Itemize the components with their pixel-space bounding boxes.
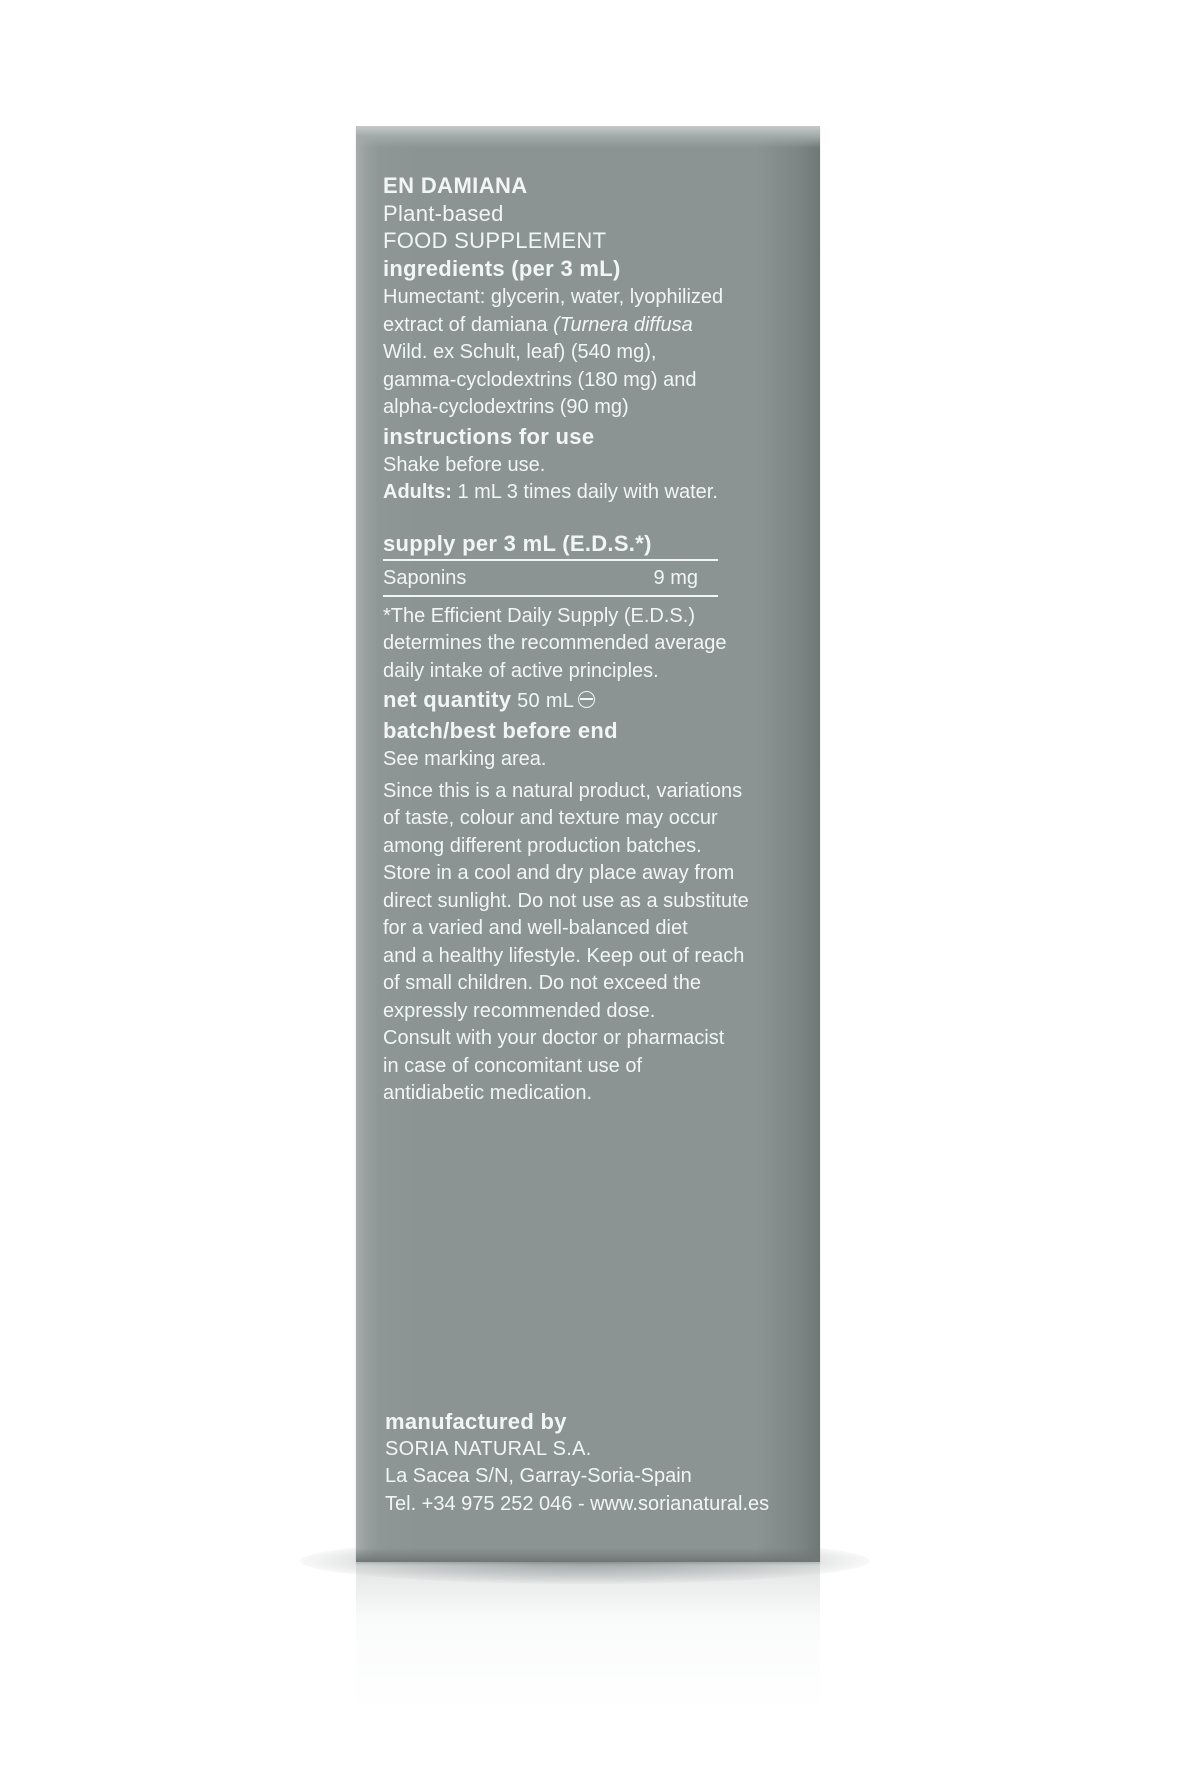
estimated-e-mark-icon [578,691,595,708]
latin-name: (Turnera diffusa [553,313,693,336]
manufacturer-heading: manufactured by [385,1409,567,1434]
footnote-line: *The Efficient Daily Supply (E.D.S.) [383,604,695,627]
batch-heading: batch/best before end [383,718,618,743]
notice-line: Consult with your doctor or pharmacist [383,1027,725,1049]
label-text-block [383,172,803,1108]
notice-text [383,778,803,1108]
ingredients-line-prefix: extract of damiana [383,313,554,336]
instructions-line: Shake before use. [383,453,546,476]
manufacturer-block [385,1408,805,1518]
notice-line: Since this is a natural product, variations [383,779,743,802]
product-title: EN DAMIANA [383,173,528,198]
ingredients-line: Humectant: glycerin, water, lyophilized [383,286,724,308]
notice-line: of taste, colour and texture may occur [383,807,718,829]
supply-footnote [383,603,803,686]
adults-dose: 1 mL 3 times daily with water. [451,481,718,503]
ingredients-line: Wild. ex Schult, leaf) (540 mg), [383,341,657,363]
notice-line: antidiabetic medication. [383,1082,593,1104]
notice-line: in case of concomitant use of [383,1054,643,1077]
supply-heading: supply per 3 mL (E.D.S.*) [383,530,652,556]
footnote-line: determines the recommended average [383,632,727,654]
footnote-line: daily intake of active principles. [383,659,659,682]
spacer [383,507,803,529]
adults-label: Adults: [383,481,452,503]
notice-line: of small children. Do not exceed the [383,972,701,994]
notice-line: expressly recommended dose. [383,999,656,1022]
net-quantity-label: net quantity [383,687,512,712]
notice-line: Store in a cool and dry place away from [383,862,735,884]
ingredients-text [383,284,803,422]
instructions-adults-line [383,479,803,507]
manufacturer-company: SORIA NATURAL S.A. [385,1438,592,1460]
ingredients-line: gamma-cyclodextrins (180 mg) and [383,368,697,391]
net-quantity-line [383,685,803,716]
notice-line: and a healthy lifestyle. Keep out of reach [383,944,745,967]
product-subtitle-line1: Plant-based [383,201,504,226]
ingredients-heading: ingredients (per 3 mL) [383,256,621,281]
ingredients-line: alpha-cyclodextrins (90 mg) [383,396,629,418]
product-subtitle-line2: FOOD SUPPLEMENT [383,228,607,253]
supply-row [383,561,716,595]
product-box-back-panel [356,126,820,1562]
manufacturer-address: La Sacea S/N, Garray-Soria-Spain [385,1465,692,1487]
box-reflection [356,1560,820,1710]
instructions-heading: instructions for use [383,423,595,449]
supply-row-value: 9 mg [653,566,698,589]
supply-table [383,559,716,597]
supply-row-name: Saponins [383,566,467,589]
notice-line: among different production batches. [383,834,702,857]
notice-line: direct sunlight. Do not use as a substitute [383,889,749,912]
ingredients-line [383,312,803,340]
batch-text: See marking area. [383,748,547,770]
instructions-text [383,452,803,507]
net-quantity-value: 50 mL [511,690,575,712]
notice-line: for a varied and well-balanced diet [383,917,688,939]
manufacturer-contact: Tel. +34 975 252 046 - www.sorianatural.es [385,1492,770,1515]
table-rule-bottom [383,595,718,597]
